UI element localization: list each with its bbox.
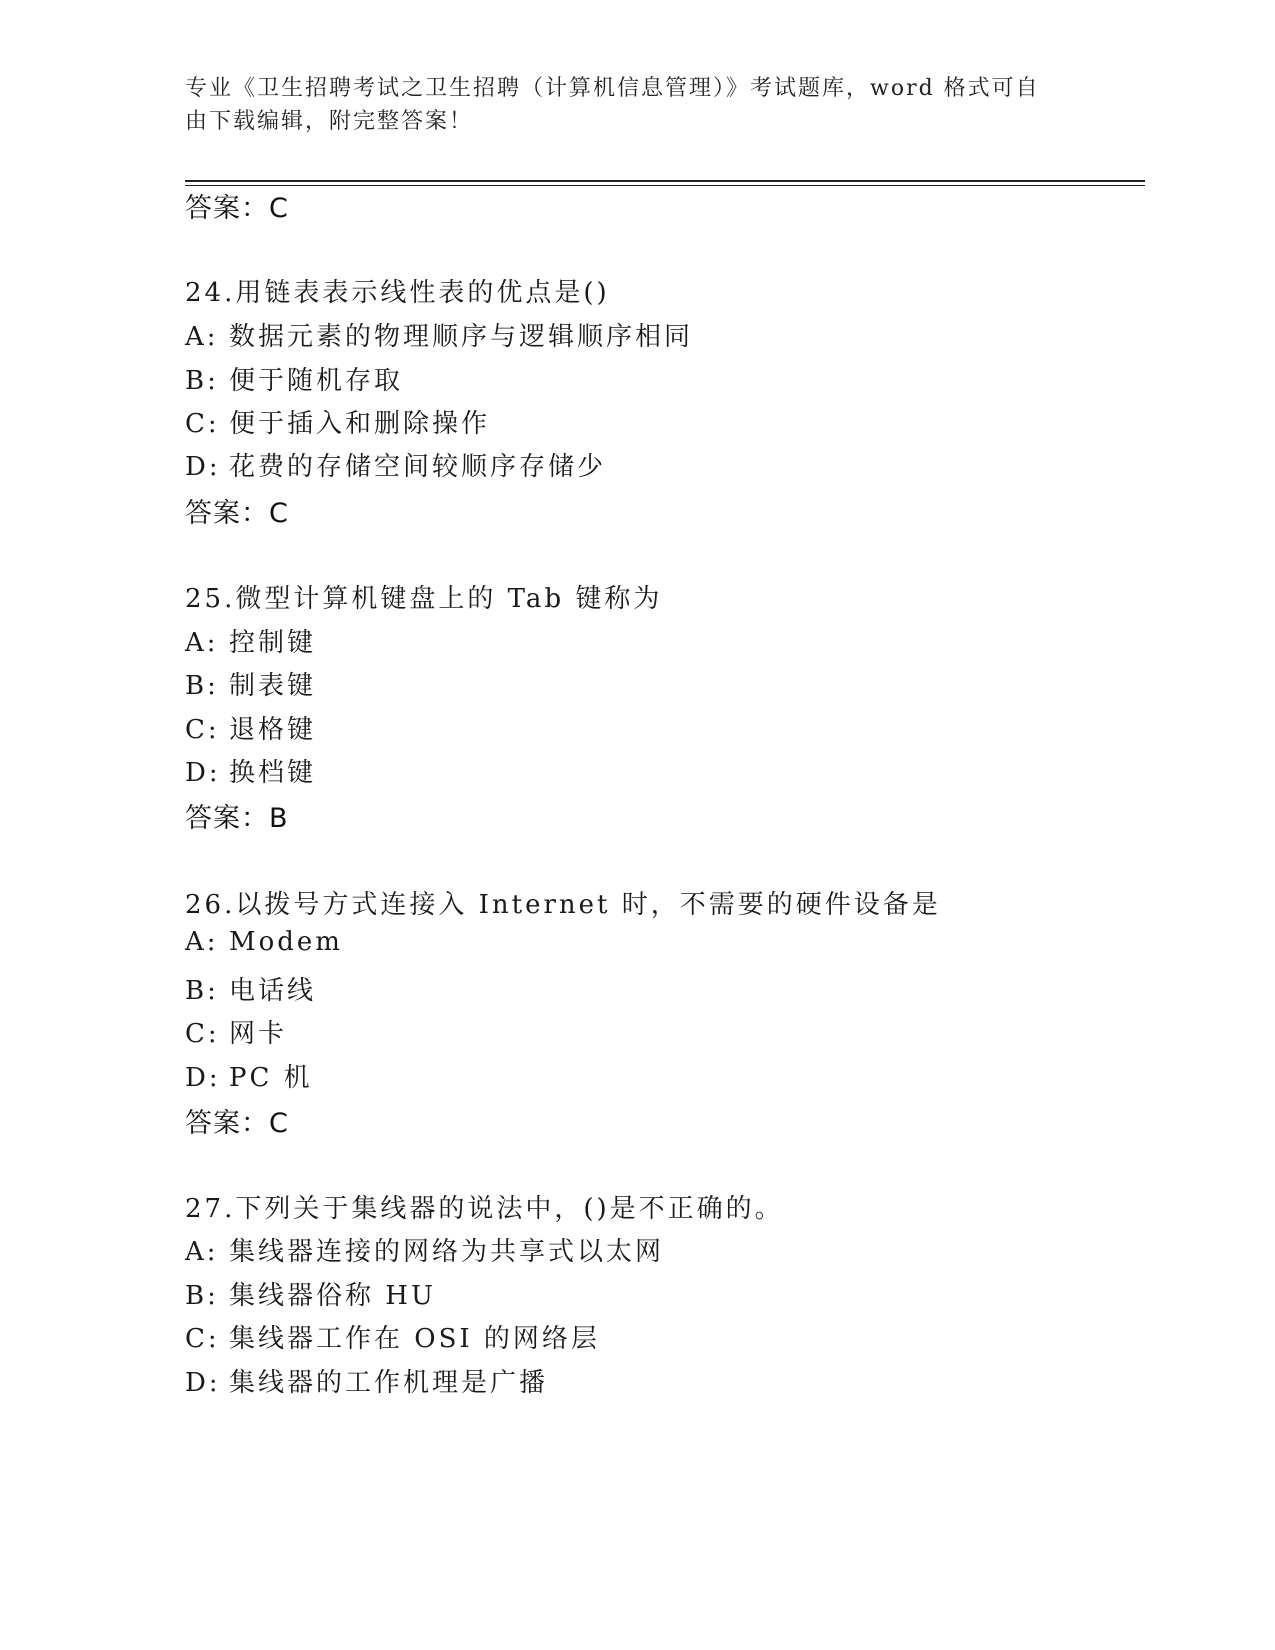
option-label: C: — [185, 1019, 220, 1049]
option-c — [185, 709, 316, 746]
option-text: PC 机 — [229, 1063, 313, 1093]
option-text: 集线器连接的网络为共享式以太网 — [229, 1237, 665, 1267]
answer: 答案：C — [185, 1108, 289, 1139]
option-label: A: — [185, 927, 219, 957]
option-a — [185, 316, 693, 353]
option-b — [185, 970, 316, 1007]
option-b — [185, 360, 403, 397]
header-rule-thin — [185, 185, 1145, 186]
option-text: 制表键 — [229, 671, 317, 701]
option-label: D: — [185, 758, 221, 788]
option-text: 集线器工作在 OSI 的网络层 — [229, 1324, 600, 1354]
option-label: B: — [185, 366, 219, 396]
question-stem: 27.下列关于集线器的说法中，()是不正确的。 — [185, 1194, 784, 1224]
option-label: A: — [185, 628, 219, 658]
header-line-1: 专业《卫生招聘考试之卫生招聘（计算机信息管理）》考试题库，word 格式可自 — [185, 76, 1040, 101]
option-text: 网卡 — [229, 1019, 288, 1049]
option-d — [185, 1057, 313, 1094]
option-c — [185, 1013, 287, 1050]
option-text: 花费的存储空间较顺序存储少 — [229, 452, 607, 482]
option-text: 便于插入和删除操作 — [229, 409, 491, 439]
option-label: C: — [185, 715, 220, 745]
option-text: 控制键 — [229, 628, 317, 658]
option-text: 电话线 — [229, 976, 317, 1006]
option-text: Modem — [229, 927, 343, 957]
option-label: A: — [185, 322, 219, 352]
answer: 答案：C — [185, 498, 289, 529]
option-text: 换档键 — [229, 758, 317, 788]
option-text: 集线器的工作机理是广播 — [229, 1368, 549, 1398]
option-label: B: — [185, 976, 219, 1006]
option-a — [185, 1231, 664, 1268]
answer: 答案：B — [185, 803, 289, 834]
option-label: C: — [185, 1324, 220, 1354]
option-label: B: — [185, 1281, 219, 1311]
option-a — [185, 927, 343, 957]
option-label: A: — [185, 1237, 219, 1267]
option-label: D: — [185, 1063, 221, 1093]
option-label: B: — [185, 671, 219, 701]
header-line-2: 由下载编辑，附完整答案！ — [185, 109, 474, 134]
question-stem: 26.以拨号方式连接入 Internet 时，不需要的硬件设备是 — [185, 890, 941, 920]
document-header — [185, 72, 1085, 138]
header-rule-thick — [185, 180, 1145, 182]
option-text: 数据元素的物理顺序与逻辑顺序相同 — [229, 322, 694, 352]
option-text: 退格键 — [229, 715, 317, 745]
option-text: 便于随机存取 — [229, 366, 404, 396]
option-d — [185, 1362, 548, 1399]
option-label: D: — [185, 452, 221, 482]
option-c — [185, 1318, 600, 1355]
question-stem: 24.用链表表示线性表的优点是() — [185, 278, 610, 308]
option-d — [185, 752, 316, 789]
question-stem: 25.微型计算机键盘上的 Tab 键称为 — [185, 584, 663, 614]
option-label: D: — [185, 1368, 221, 1398]
option-label: C: — [185, 409, 220, 439]
option-c — [185, 403, 490, 440]
option-d — [185, 446, 606, 483]
answer-previous: 答案：C — [185, 193, 289, 224]
option-text: 集线器俗称 HU — [229, 1281, 436, 1311]
option-b — [185, 1275, 436, 1312]
option-a — [185, 622, 316, 659]
option-b — [185, 665, 316, 702]
